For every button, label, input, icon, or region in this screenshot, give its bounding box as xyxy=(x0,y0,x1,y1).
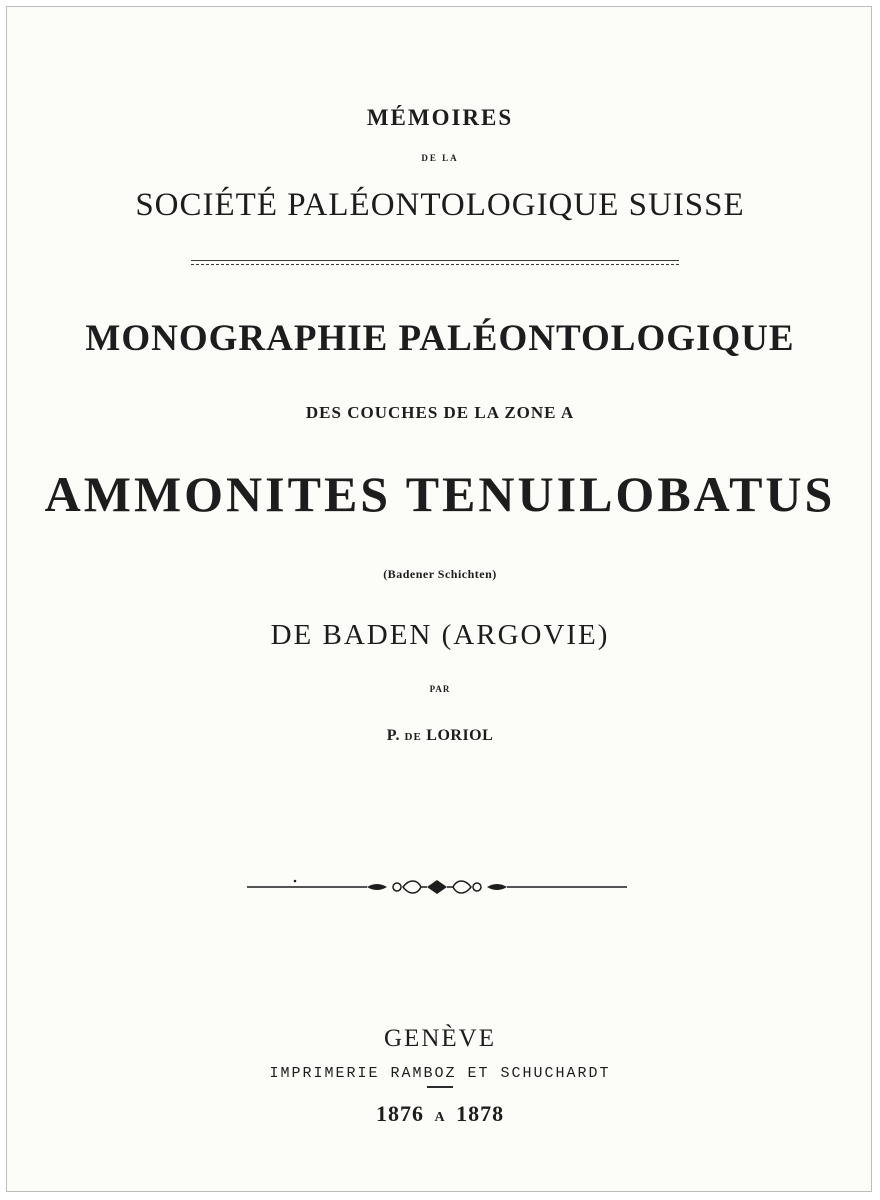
author-initial: P. xyxy=(386,727,400,744)
locality-title: DE BADEN (ARGOVIE) xyxy=(270,619,610,651)
publication-years xyxy=(7,1101,872,1127)
badener-schichten: (Badener Schichten) xyxy=(383,567,497,581)
ornamental-rule-icon xyxy=(247,875,627,899)
top-divider-rule xyxy=(191,260,679,265)
species-title: AMMONITES TENUILOBATUS xyxy=(44,466,836,522)
small-divider-rule xyxy=(427,1086,453,1088)
author-particle: DE xyxy=(404,731,422,743)
year-separator: A xyxy=(434,1110,446,1125)
series-title: MÉMOIRES xyxy=(366,105,514,130)
par-connector: PAR xyxy=(429,684,451,694)
city-name: GENÈVE xyxy=(384,1025,496,1052)
title-page xyxy=(6,6,872,1192)
subtitle-des-couches: DES COUCHES DE LA ZONE A xyxy=(305,403,575,422)
printer-name: IMPRIMERIE RAMBOZ ET SCHUCHARDT xyxy=(269,1065,611,1082)
main-title: MONOGRAPHIE PALÉONTOLOGIQUE xyxy=(85,318,795,359)
author-name: LORIOL xyxy=(426,727,494,744)
year-start: 1876 xyxy=(375,1101,424,1126)
society-name: SOCIÉTÉ PALÉONTOLOGIQUE SUISSE xyxy=(135,187,745,223)
year-end: 1878 xyxy=(456,1101,505,1126)
de-la-connector: DE LA xyxy=(421,153,459,163)
author-line xyxy=(7,727,872,745)
